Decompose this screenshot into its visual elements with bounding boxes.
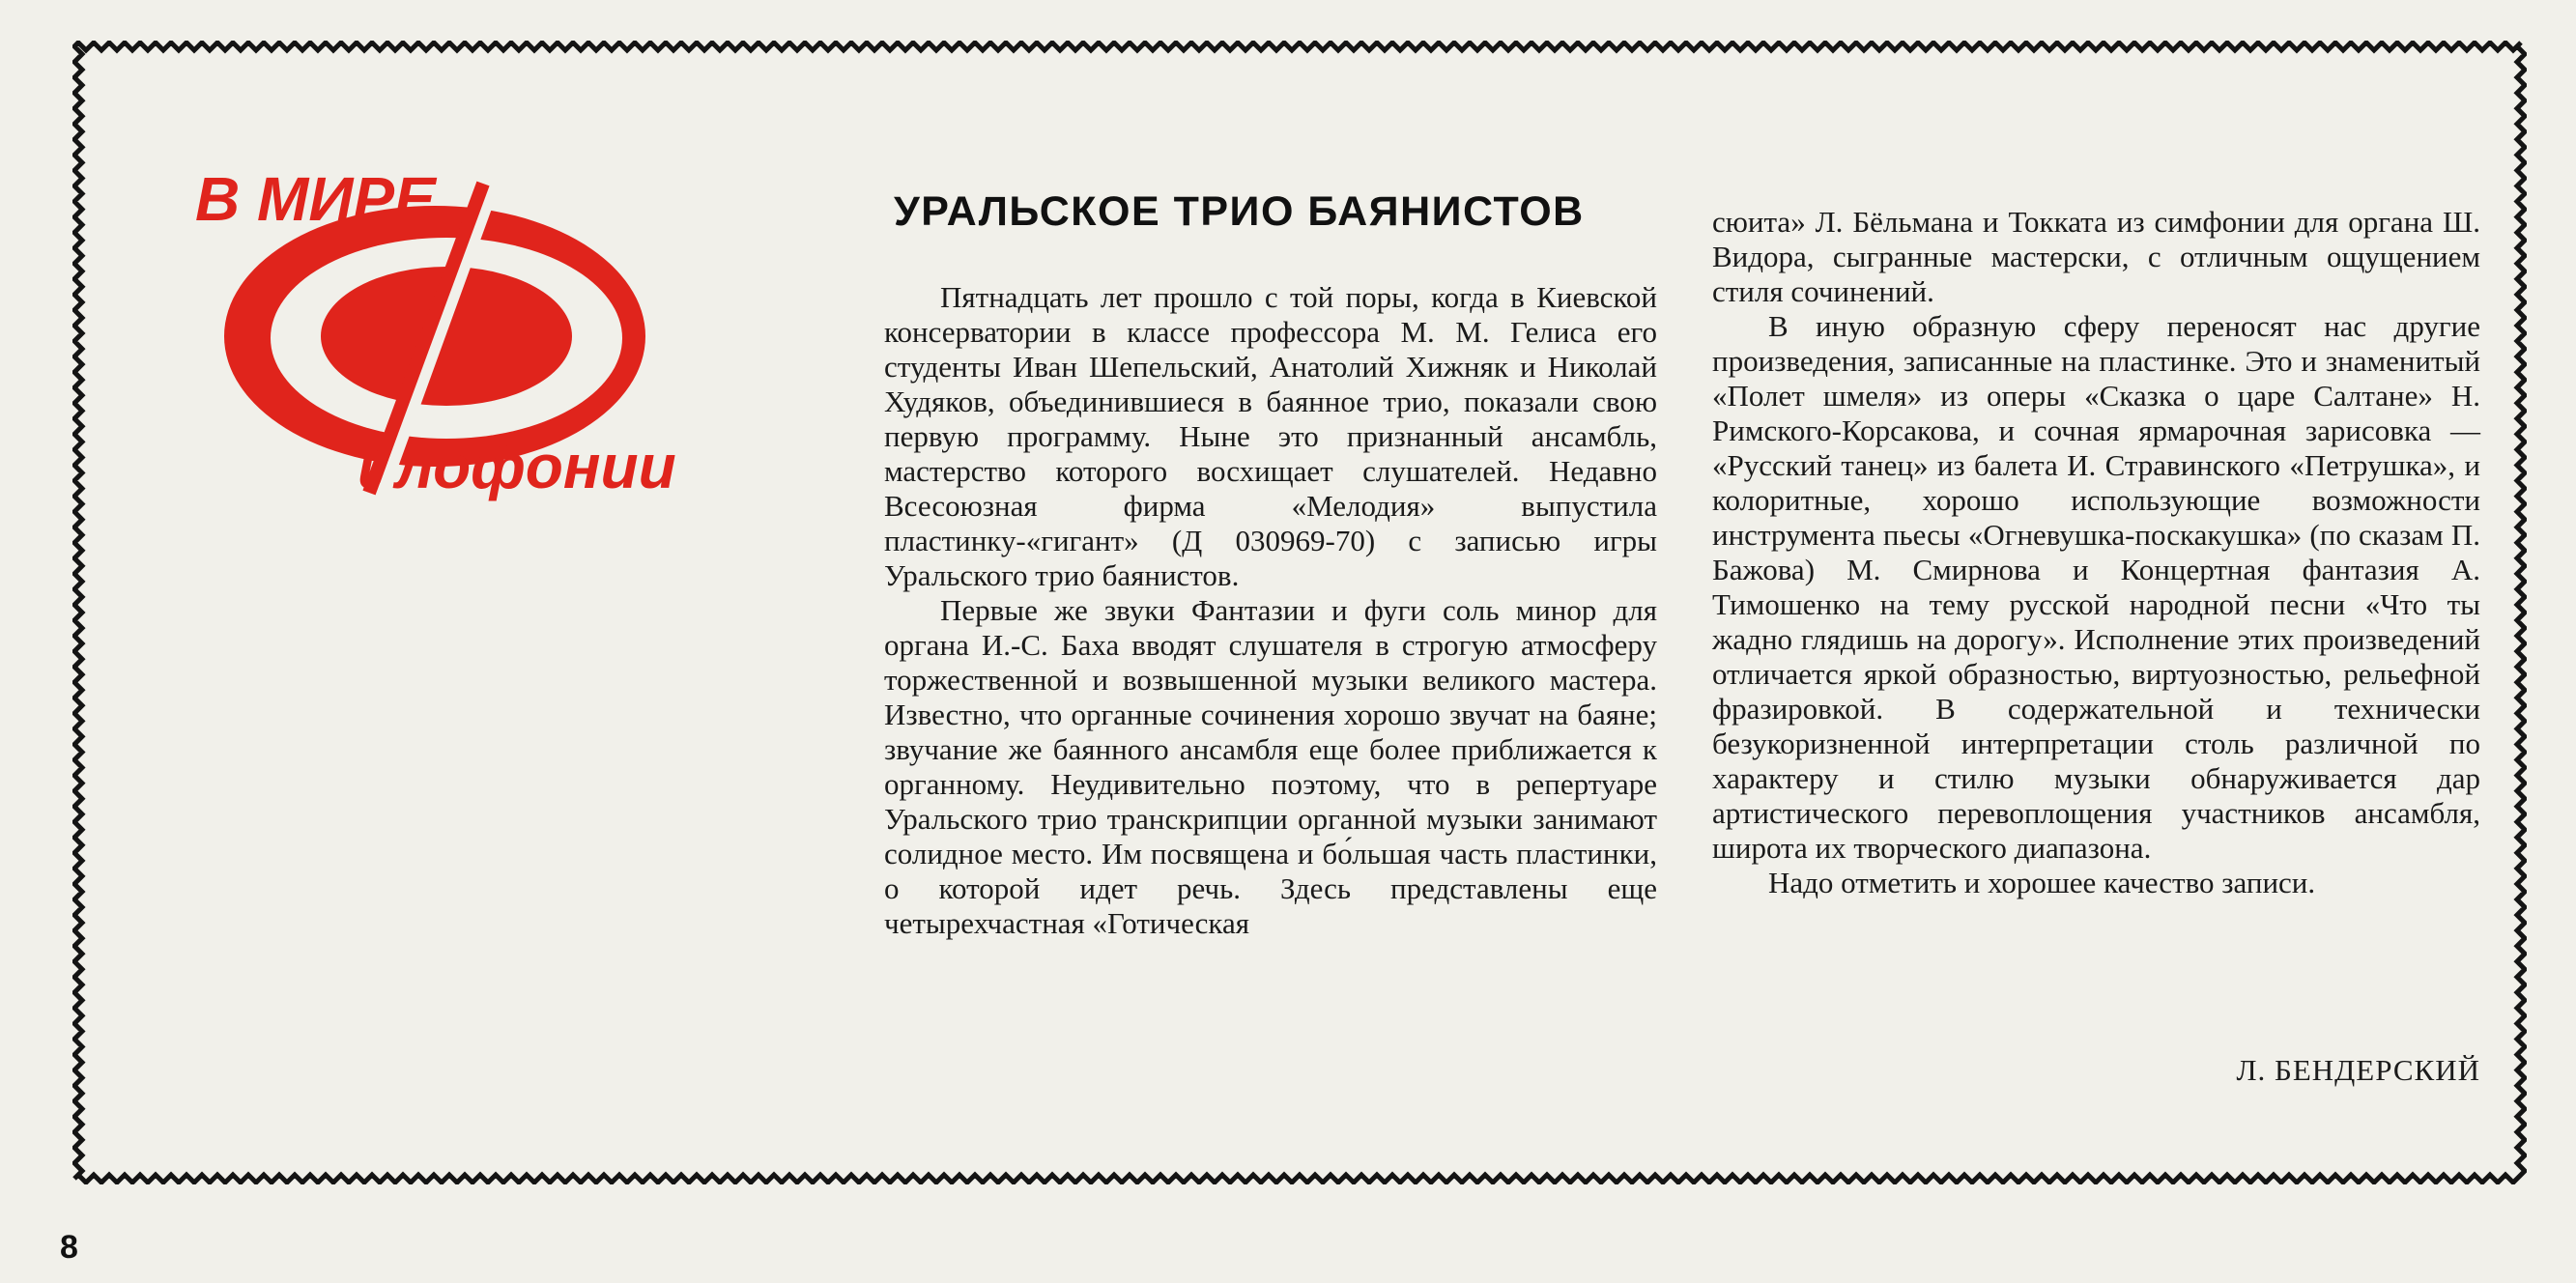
article-title: УРАЛЬСКОЕ ТРИО БАЯНИСТОВ (894, 188, 1585, 235)
logo-bottom-text: илофонии (358, 432, 676, 501)
paragraph: Надо отметить и хорошее качество записи. (1768, 866, 2316, 899)
page-number: 8 (60, 1229, 78, 1266)
paragraph: Пятнадцать лет прошло с той поры, когда в Киевской консерватории в классе профессора М. М. Гелиса его студенты Иван Шепельский, Анатолий Хижняк и Николай Худяков, объединившиеся в баянное трио, показали свою первую программу. Ныне это признанный ансамбль, мастерство которого восхищает слушателей. Недавно Всесоюзная фирма «Мелодия» выпустила пластинку-«гигант» (Д 030969-70) с записью игры Уральского трио баянистов. (884, 280, 1657, 592)
logo-top-text: В МИРЕ (195, 164, 436, 234)
article-column-1 (884, 280, 1657, 941)
section-logo (193, 145, 773, 531)
article-column-2 (1712, 205, 2480, 900)
filofonia-logo (193, 145, 773, 531)
paragraph-continuation: сюита» Л. Бёльмана и Токката из симфонии для органа Ш. Видора, сыгранные мастерски, с отличным ощущением стиля сочинений. (1712, 205, 2480, 308)
article-author: Л. БЕНДЕРСКИЙ (2236, 1053, 2480, 1087)
paragraph: Первые же звуки Фантазии и фуги соль минор для органа И.-С. Баха вводят слушателя в строгую атмосферу торжественной и возвышенной музыки великого мастера. Известно, что органные сочинения хорошо звучат на баяне; звучание же баянного ансамбля еще более приближается к органному. Неудивительно поэтому, что в репертуаре Уральского трио транскрипции органной музыки занимают солидное место. Им посвящена и бо́льшая часть пластинки, о которой идет речь. Здесь представлены еще четырехчастная «Готическая (884, 593, 1657, 940)
paragraph: В иную образную сферу переносят нас другие произведения, записанные на пластинке. Это и знаменитый «Полет шмеля» из оперы «Сказка о царе Салтане» Н. Римского-Корсакова, и сочная ярмарочная зарисовка — «Русский танец» из балета И. Стравинского «Петрушка», и колоритные, хорошо использующие возможности инструмента пьесы «Огневушка-поскакушка» (по сказам П. Бажова) М. Смирнова и Концертная фантазия А. Тимошенко на тему русской народной песни «Что ты жадно глядишь на дорогу». Исполнение этих произведений отличается яркой образностью, виртуозностью, рельефной фразировкой. В содержательной и технически безукоризненной интерпретации столь различной по характеру и стилю музыки обнаруживается дар артистического перевоплощения участников ансамбля, широта их творческого диапазона. (1712, 309, 2480, 865)
